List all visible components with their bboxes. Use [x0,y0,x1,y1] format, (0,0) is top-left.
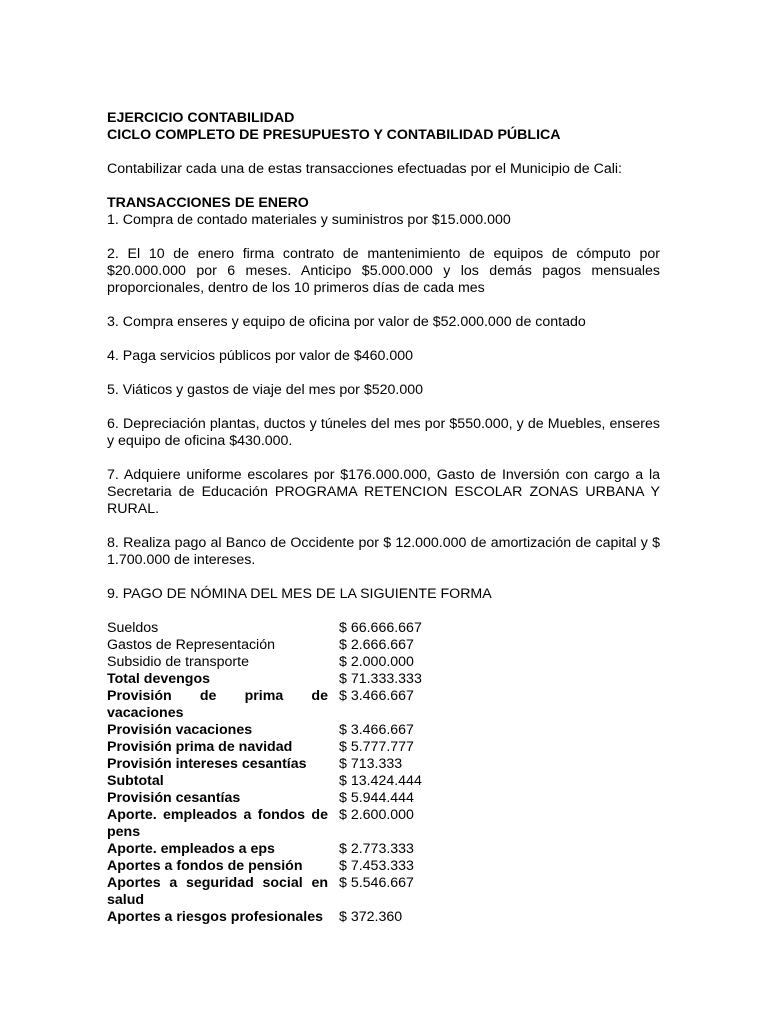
payroll-row [107,807,459,841]
transaction-8: 8. Realiza pago al Banco de Occidente por $ 12.000.000 de amortización de capital y $ 1.700.000 de intereses. [107,535,660,568]
payroll-label: Subsidio de transporte [107,654,249,670]
payroll-amount: $ 5.546.667 [339,875,414,891]
payroll-label: Provisión intereses cesantías [107,756,307,772]
payroll-row [107,739,459,756]
payroll-label: Sueldos [107,620,159,636]
transaction-4: 4. Paga servicios públicos por valor de $460.000 [107,348,414,364]
transaction-9: 9. PAGO DE NÓMINA DEL MES DE LA SIGUIENTE FORMA [107,586,492,602]
payroll-amount: $ 5.944.444 [339,790,414,806]
payroll-amount: $ 13.424.444 [339,773,422,789]
payroll-row [107,773,459,790]
document-page [107,110,660,926]
transaction-1: 1. Compra de contado materiales y suministros por $15.000.000 [107,212,511,228]
payroll-label: Subtotal [107,773,164,789]
payroll-row [107,688,459,722]
document-title-line-1: EJERCICIO CONTABILIDAD [107,110,295,126]
payroll-row [107,671,459,688]
payroll-row [107,841,459,858]
payroll-table [107,620,459,926]
payroll-amount: $ 713.333 [339,756,403,772]
payroll-label: Total devengos [107,671,211,687]
payroll-amount: $ 5.777.777 [339,739,414,755]
transaction-7: 7. Adquiere uniforme escolares por $176.000.000, Gasto de Inversión con cargo a la Secretaria de Educación PROGRAMA RETENCION ESCOLAR ZONAS URBANA Y RURAL. [107,467,660,517]
payroll-row [107,756,459,773]
transaction-2: 2. El 10 de enero firma contrato de mantenimiento de equipos de cómputo por $20.000.000 por 6 meses. Anticipo $5.000.000 y los demás pagos mensuales proporcionales, dentro de los 10 primeros días de cada mes [107,246,660,296]
payroll-amount: $ 3.466.667 [339,688,414,704]
payroll-row [107,637,459,654]
payroll-amount: $ 2.000.000 [339,654,414,670]
payroll-label: Provisión cesantías [107,790,241,806]
payroll-amount: $ 3.466.667 [339,722,414,738]
transaction-6: 6. Depreciación plantas, ductos y túneles del mes por $550.000, y de Muebles, enseres y equipo de oficina $430.000. [107,416,660,449]
payroll-amount: $ 2.773.333 [339,841,414,857]
payroll-amount: $ 372.360 [339,909,403,925]
payroll-row [107,909,459,926]
payroll-row [107,620,459,637]
payroll-amount: $ 2.666.667 [339,637,414,653]
payroll-label: Gastos de Representación [107,637,275,653]
payroll-row [107,722,459,739]
payroll-label: Aporte. empleados a fondos de pens [107,807,328,840]
payroll-amount: $ 2.600.000 [339,807,414,823]
payroll-row [107,875,459,909]
transaction-5: 5. Viáticos y gastos de viaje del mes por $520.000 [107,382,423,398]
payroll-row [107,858,459,875]
payroll-label: Provisión vacaciones [107,722,253,738]
payroll-amount: $ 66.666.667 [339,620,422,636]
transaction-3: 3. Compra enseres y equipo de oficina por valor de $52.000.000 de contado [107,314,586,330]
payroll-row [107,654,459,671]
intro-paragraph: Contabilizar cada una de estas transacciones efectuadas por el Municipio de Cali: [107,161,622,177]
payroll-label: Aportes a seguridad social en salud [107,875,328,908]
payroll-label: Aporte. empleados a eps [107,841,275,857]
payroll-amount: $ 71.333.333 [339,671,422,687]
payroll-row [107,790,459,807]
payroll-label: Provisión prima de navidad [107,739,293,755]
section-heading: TRANSACCIONES DE ENERO [107,195,309,211]
payroll-label: Provisión de prima de vacaciones [107,688,328,721]
document-title-line-2: CICLO COMPLETO DE PRESUPUESTO Y CONTABILIDAD PÚBLICA [107,127,561,143]
payroll-label: Aportes a riesgos profesionales [107,909,324,925]
payroll-amount: $ 7.453.333 [339,858,414,874]
payroll-label: Aportes a fondos de pensión [107,858,303,874]
